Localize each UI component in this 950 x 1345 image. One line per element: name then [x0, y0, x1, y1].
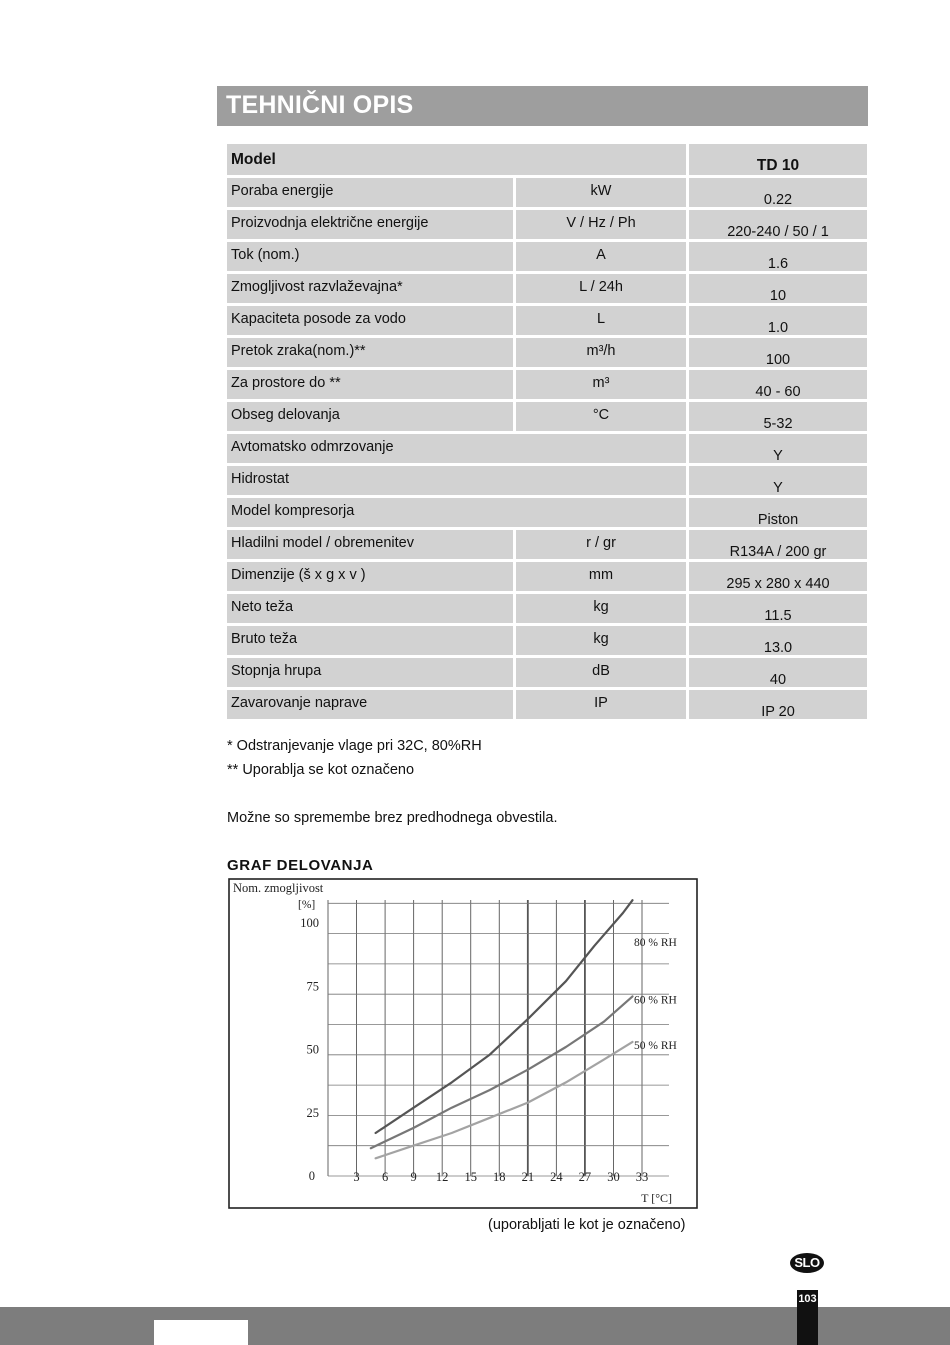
- x-tick-label: 24: [550, 1170, 563, 1184]
- row-label: Proizvodnja električne energije: [227, 210, 513, 239]
- row-value: 295 x 280 x 440: [689, 562, 867, 591]
- row-unit: V / Hz / Ph: [516, 210, 686, 239]
- y-tick-label: 0: [308, 1169, 315, 1183]
- row-label: Kapaciteta posode za vodo: [227, 306, 513, 335]
- language-badge: SLO: [790, 1253, 824, 1273]
- x-tick-label: 6: [381, 1170, 389, 1184]
- row-value: 220-240 / 50 / 1: [689, 210, 867, 239]
- series-label-0: 80 % RH: [634, 937, 677, 950]
- section-title-banner: [217, 86, 868, 126]
- row-value: 40: [689, 658, 867, 687]
- x-tick-label: 30: [607, 1170, 620, 1184]
- x-tick-label: 12: [435, 1170, 449, 1184]
- row-unit: L / 24h: [516, 274, 686, 303]
- row-value: IP 20: [689, 690, 867, 719]
- row-label: Pretok zraka(nom.)**: [227, 338, 513, 367]
- section-title: TEHNIČNI OPIS: [226, 91, 414, 119]
- row-label: Za prostore do **: [227, 370, 513, 399]
- row-unit: m³/h: [516, 338, 686, 367]
- x-tick-label: 18: [493, 1170, 506, 1184]
- row-value: 1.6: [689, 242, 867, 271]
- x-tick-label: 9: [410, 1170, 417, 1184]
- row-value: 5-32: [689, 402, 867, 431]
- row-label: Zmogljivost razvlaževajna*: [227, 274, 513, 303]
- row-value: 11.5: [689, 594, 867, 623]
- row-label: Neto teža: [227, 594, 513, 623]
- graph-title: GRAF DELOVANJA: [227, 857, 374, 874]
- y-tick-label: 50: [306, 1042, 319, 1057]
- x-tick-label: 3: [353, 1170, 360, 1184]
- row-label: Bruto teža: [227, 626, 513, 655]
- page-number: 103: [797, 1290, 818, 1345]
- x-tick-label: 33: [635, 1170, 649, 1184]
- row-label: Hladilni model / obremenitev: [227, 530, 513, 559]
- footnote-2: ** Uporablja se kot označeno: [227, 762, 415, 778]
- series-label-2: 50 % RH: [634, 1039, 677, 1052]
- row-label: Avtomatsko odmrzovanje: [227, 434, 686, 463]
- row-value: Piston: [689, 498, 867, 527]
- chart-frame: [229, 879, 697, 1208]
- row-unit: kg: [516, 594, 686, 623]
- row-unit: mm: [516, 562, 686, 591]
- y-axis-unit: [%]: [298, 899, 316, 911]
- footnote-1: * Odstranjevanje vlage pri 32C, 80%RH: [227, 738, 482, 754]
- row-label: Hidrostat: [227, 466, 686, 495]
- row-label: Obseg delovanja: [227, 402, 513, 431]
- row-unit: kW: [516, 178, 686, 207]
- row-unit: kg: [516, 626, 686, 655]
- x-axis-label: T [°C]: [641, 1191, 672, 1205]
- row-label: Dimenzije (š x g x v ): [227, 562, 513, 591]
- model-value-cell: TD 10: [689, 144, 867, 175]
- footer-tab: [154, 1320, 248, 1345]
- series-label-1: 60 % RH: [634, 994, 677, 1007]
- y-tick-label: 100: [300, 916, 319, 930]
- row-unit: °C: [516, 402, 686, 431]
- row-unit: dB: [516, 658, 686, 687]
- row-unit: A: [516, 242, 686, 271]
- row-unit: IP: [516, 690, 686, 719]
- row-value: 10: [689, 274, 867, 303]
- row-label: Zavarovanje naprave: [227, 690, 513, 719]
- row-unit: r / gr: [516, 530, 686, 559]
- x-tick-label: 27: [578, 1170, 592, 1184]
- row-label: Poraba energije: [227, 178, 513, 207]
- graph-caption: (uporabljati le kot je označeno): [488, 1217, 686, 1233]
- y-tick-label: 25: [306, 1105, 319, 1120]
- row-label: Tok (nom.): [227, 242, 513, 271]
- y-axis-label: Nom. zmogljivost: [233, 881, 324, 895]
- x-tick-label: 21: [521, 1170, 535, 1184]
- row-value: Y: [689, 434, 867, 463]
- row-value: 0.22: [689, 178, 867, 207]
- row-unit: m³: [516, 370, 686, 399]
- row-value: 40 - 60: [689, 370, 867, 399]
- x-tick-label: 15: [464, 1170, 477, 1184]
- row-value: Y: [689, 466, 867, 495]
- row-label: Model kompresorja: [227, 498, 686, 527]
- model-label-cell: Model: [227, 144, 686, 175]
- row-value: 100: [689, 338, 867, 367]
- row-value: R134A / 200 gr: [689, 530, 867, 559]
- change-notice: Možne so spremembe brez predhodnega obvestila.: [227, 810, 558, 826]
- spec-table: [227, 144, 867, 720]
- performance-chart: [228, 878, 699, 1209]
- row-unit: L: [516, 306, 686, 335]
- row-label: Stopnja hrupa: [227, 658, 513, 687]
- row-value: 1.0: [689, 306, 867, 335]
- row-value: 13.0: [689, 626, 867, 655]
- y-tick-label: 75: [306, 979, 319, 994]
